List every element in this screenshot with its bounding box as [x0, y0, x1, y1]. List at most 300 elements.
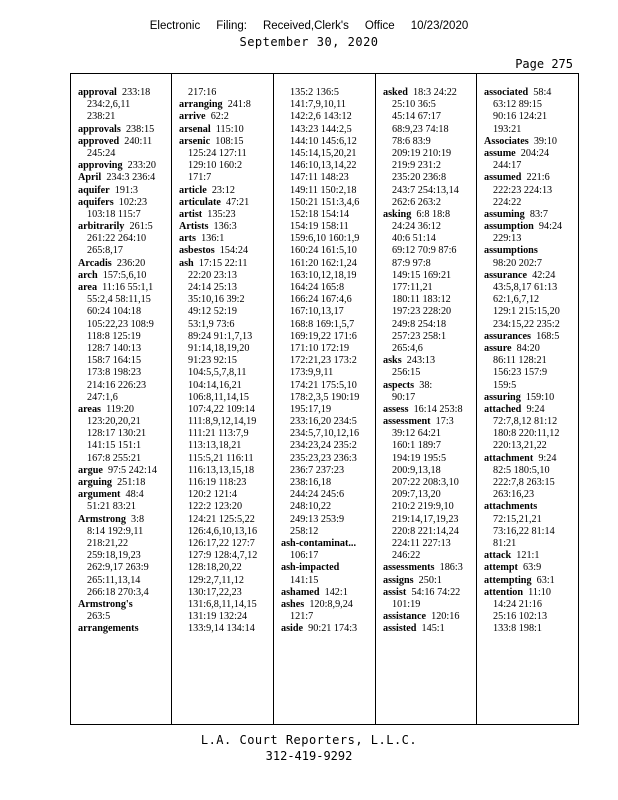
index-continuation [179, 599, 273, 611]
index-continuation [484, 282, 578, 294]
index-continuation [383, 489, 476, 501]
index-term: arsenic [179, 135, 211, 147]
index-continuation [281, 172, 375, 184]
index-continuation [179, 270, 273, 282]
index-term: attention [484, 586, 524, 598]
index-references: 219:14,17,19,23 [392, 513, 459, 525]
index-entry [484, 331, 578, 343]
index-continuation [179, 501, 273, 513]
index-term: attempt [484, 562, 518, 574]
index-term: assessments [383, 562, 435, 574]
index-references: 234:15,22 235:2 [493, 318, 560, 330]
index-continuation [383, 245, 476, 257]
index-references: 159:5 [493, 379, 517, 391]
index-continuation [179, 172, 273, 184]
index-entry [484, 392, 578, 404]
index-references: 186:3 [439, 562, 463, 574]
index-references: 116:13,13,15,18 [188, 464, 255, 476]
index-term: approving [78, 160, 123, 172]
index-references: 164:24 165:8 [290, 282, 345, 293]
index-references: 18:3 24:22 [413, 87, 457, 98]
index-continuation [383, 599, 476, 611]
index-continuation [78, 587, 171, 599]
index-entry [383, 562, 476, 574]
filing-stamp-part: Received,Clerk's [262, 20, 349, 32]
index-references: 45:14 67:17 [392, 111, 441, 123]
index-references: 87:9 97:8 [392, 257, 431, 269]
index-term: assistance [383, 611, 427, 623]
index-references: 224:22 [493, 196, 522, 208]
index-continuation [383, 453, 476, 465]
index-references: 23:12 [211, 184, 236, 196]
index-references: 97:5 242:14 [108, 464, 157, 476]
index-entry [484, 270, 578, 282]
index-references: 84:20 [516, 342, 540, 354]
index-continuation [179, 440, 273, 452]
index-references: 24:14 25:13 [188, 282, 237, 293]
index-references: 262:6 263:2 [392, 196, 441, 208]
index-continuation [179, 160, 273, 172]
index-continuation [281, 209, 375, 221]
index-references: 72:7,8,12 81:12 [493, 416, 558, 428]
index-references: 121:7 [290, 611, 314, 623]
index-references: 257:23 258:1 [392, 330, 447, 342]
index-references: 251:18 [117, 477, 146, 488]
index-continuation [179, 331, 273, 343]
index-references: 73:16,22 81:14 [493, 525, 555, 537]
index-references: 243:7 254:13,14 [392, 184, 459, 196]
index-term: aside [281, 623, 304, 635]
index-references: 25:10 36:5 [392, 99, 436, 111]
index-references: 217:16 [188, 87, 217, 98]
index-references: 11:16 55:1,1 [102, 282, 154, 293]
index-continuation [484, 306, 578, 318]
index-references: 119:20 [106, 403, 135, 415]
index-references: 147:11 148:23 [290, 172, 349, 184]
index-continuation [383, 428, 476, 440]
index-references: 49:12 52:19 [188, 306, 237, 318]
index-continuation [281, 221, 375, 233]
index-references: 60:24 104:18 [87, 306, 142, 318]
index-references: 120:8,9,24 [309, 598, 353, 610]
index-term: ashamed [281, 586, 320, 598]
index-references: 63:12 89:15 [493, 99, 542, 111]
index-references: 180:11 183:12 [392, 294, 451, 306]
index-continuation [484, 440, 578, 452]
index-continuation [78, 440, 171, 452]
index-entry [179, 233, 273, 245]
index-references: 81:21 [493, 537, 517, 549]
index-term: aquifers [78, 196, 114, 208]
index-references: 243:13 [406, 355, 436, 367]
index-references: 90:21 174:3 [308, 623, 358, 635]
index-references: 248:10,22 [290, 501, 332, 513]
index-continuation [383, 514, 476, 526]
index-references: 173:8 198:23 [87, 367, 142, 379]
index-term: assessment [383, 416, 431, 428]
index-term: argue [78, 464, 103, 476]
index-continuation [383, 526, 476, 538]
index-continuation [281, 501, 375, 513]
index-references: 62:1,6,7,12 [493, 294, 540, 306]
index-entry [78, 87, 171, 99]
filing-stamp-part: Filing: [216, 20, 247, 32]
index-term: ashes [281, 598, 305, 610]
index-references: 128:17 130:21 [87, 428, 147, 440]
index-references: 111:21 113:7,9 [188, 428, 249, 440]
index-references: 53:1,9 73:6 [188, 318, 235, 330]
index-continuation [179, 282, 273, 294]
index-references: 219:9 231:2 [392, 160, 441, 172]
index-continuation [281, 294, 375, 306]
index-continuation [281, 258, 375, 270]
index-continuation [281, 392, 375, 404]
index-term: argument [78, 489, 121, 501]
index-references: 247:1,6 [87, 391, 118, 403]
index-entry [383, 404, 476, 416]
index-continuation [179, 575, 273, 587]
index-references: 63:9 [523, 562, 542, 574]
index-references: 129:1 215:15,20 [493, 306, 560, 318]
index-entry [484, 136, 578, 148]
index-entry [484, 575, 578, 587]
index-term: area [78, 282, 98, 293]
index-continuation [78, 526, 171, 538]
index-references: 173:9,9,11 [290, 367, 334, 379]
index-references: 244:24 245:6 [290, 489, 345, 501]
index-continuation [383, 270, 476, 282]
index-continuation [78, 416, 171, 428]
index-references: 236:7 237:23 [290, 464, 345, 476]
index-entry [78, 477, 171, 489]
index-references: 127:9 128:4,7,12 [188, 550, 258, 562]
index-entry [78, 160, 171, 172]
index-term: assuring [484, 391, 521, 403]
index-continuation [484, 489, 578, 501]
index-continuation [281, 440, 375, 452]
index-term: Artists [179, 221, 209, 233]
index-continuation [179, 428, 273, 440]
index-references: 259:18,19,23 [87, 550, 141, 562]
index-term: arts [179, 233, 196, 245]
index-references: 167:8 255:21 [87, 452, 142, 464]
index-entry [179, 245, 273, 257]
page-number: Page 275 [515, 57, 573, 71]
index-references: 9:24 [526, 403, 545, 415]
index-references: 238:21 [87, 111, 116, 123]
index-references: 62:2 [210, 111, 229, 123]
index-term: Armstrong [78, 513, 126, 525]
index-continuation [383, 392, 476, 404]
index-continuation [78, 331, 171, 343]
index-continuation [484, 294, 578, 306]
index-term: approvals [78, 123, 121, 135]
index-references: 98:20 202:7 [493, 257, 542, 269]
index-continuation [383, 319, 476, 331]
index-references: 250:1 [418, 574, 442, 586]
index-references: 106:8,11,14,15 [188, 391, 250, 403]
index-entry [179, 124, 273, 136]
index-entry [484, 172, 578, 184]
index-references: 104:14,16,21 [188, 379, 242, 391]
index-continuation [281, 270, 375, 282]
index-entry [78, 465, 171, 477]
index-term: assure [484, 342, 512, 354]
index-continuation [484, 611, 578, 623]
index-references: 78:6 83:9 [392, 135, 431, 147]
index-references: 236:20 [116, 257, 146, 269]
index-references: 240:11 [124, 135, 153, 147]
index-entry [179, 221, 273, 233]
index-references: 261:22 264:10 [87, 233, 147, 245]
index-references: 246:22 [392, 550, 421, 562]
index-entry [281, 538, 375, 550]
index-continuation [78, 562, 171, 574]
index-continuation [78, 148, 171, 160]
index-references: 160:1 189:7 [392, 440, 441, 452]
index-references: 131:19 132:24 [188, 611, 248, 623]
index-references: 111:8,9,12,14,19 [188, 416, 257, 428]
index-entry [179, 99, 273, 111]
index-references: 160:24 161:5,10 [290, 245, 357, 257]
index-continuation [281, 87, 375, 99]
index-continuation [484, 416, 578, 428]
index-continuation [179, 148, 273, 160]
index-references: 218:21,22 [87, 537, 129, 549]
index-continuation [179, 489, 273, 501]
index-continuation [281, 489, 375, 501]
index-references: 150:21 151:3,4,6 [290, 196, 360, 208]
index-references: 161:20 162:1,24 [290, 257, 357, 269]
index-references: 142:2,6 143:12 [290, 111, 352, 123]
index-references: 108:15 [215, 135, 244, 147]
index-term: articulate [179, 196, 221, 208]
index-references: 40:6 51:14 [392, 233, 436, 245]
index-entry [179, 111, 273, 123]
index-continuation [281, 453, 375, 465]
index-continuation [78, 294, 171, 306]
index-column [71, 74, 172, 724]
index-references: 25:16 102:13 [493, 611, 548, 623]
index-references: 235:20 236:8 [392, 172, 447, 184]
index-entry [484, 562, 578, 574]
index-references: 126:17,22 127:7 [188, 537, 255, 549]
index-references: 113:13,18,21 [188, 440, 242, 452]
index-references: 120:16 [431, 611, 460, 623]
filing-stamp-part: Office [364, 20, 395, 32]
index-continuation [383, 367, 476, 379]
index-continuation [281, 477, 375, 489]
index-continuation [281, 185, 375, 197]
index-entry [78, 270, 171, 282]
index-continuation [78, 501, 171, 513]
index-references: 154:24 [219, 245, 249, 257]
index-references: 222:23 224:13 [493, 184, 553, 196]
index-references: 91:23 92:15 [188, 355, 237, 367]
index-references: 124:21 125:5,22 [188, 513, 255, 525]
index-references: 235:23,23 236:3 [290, 452, 357, 464]
index-references: 118:8 125:19 [87, 330, 141, 342]
index-continuation [484, 623, 578, 635]
index-continuation [383, 185, 476, 197]
index-references: 168:5 [536, 330, 560, 342]
index-continuation [281, 416, 375, 428]
index-references: 234:2,6,11 [87, 99, 131, 111]
index-references: 11:10 [528, 586, 551, 598]
index-references: 130:17,22,23 [188, 586, 242, 598]
index-continuation [281, 282, 375, 294]
index-references: 122:2 123:20 [188, 501, 243, 513]
index-references: 39:12 64:21 [392, 428, 441, 440]
index-entry [484, 453, 578, 465]
index-term: attached [484, 403, 522, 415]
index-continuation [484, 233, 578, 245]
index-continuation [179, 514, 273, 526]
index-entry [179, 185, 273, 197]
index-term: arguing [78, 477, 112, 488]
index-references: 17:3 [435, 416, 454, 428]
index-term: assumed [484, 172, 522, 184]
index-references: 131:6,8,11,14,15 [188, 598, 257, 610]
index-continuation [179, 87, 273, 99]
index-continuation [179, 562, 273, 574]
index-continuation [484, 367, 578, 379]
index-entry [383, 209, 476, 221]
index-continuation [281, 514, 375, 526]
index-entry [484, 245, 578, 257]
index-term: areas [78, 403, 102, 415]
index-references: 249:8 254:18 [392, 318, 447, 330]
index-references: 143:23 144:2,5 [290, 123, 352, 135]
index-continuation [383, 233, 476, 245]
index-term: aquifer [78, 184, 110, 196]
index-entry [78, 489, 171, 501]
index-continuation [281, 367, 375, 379]
index-references: 55:2,4 58:11,15 [87, 294, 151, 306]
index-continuation [281, 197, 375, 209]
index-references: 128:7 140:13 [87, 342, 142, 354]
index-references: 178:2,3,5 190:19 [290, 391, 360, 403]
index-references: 14:24 21:16 [493, 598, 542, 610]
index-references: 262:9,17 263:9 [87, 562, 149, 574]
index-continuation [179, 319, 273, 331]
index-references: 245:24 [87, 147, 116, 159]
index-references: 115:10 [215, 123, 244, 135]
index-continuation [484, 526, 578, 538]
index-continuation [281, 355, 375, 367]
index-continuation [78, 306, 171, 318]
index-references: 174:21 175:5,10 [290, 379, 357, 391]
index-references: 234:3 236:4 [106, 172, 156, 184]
index-entry [484, 209, 578, 221]
index-entry [78, 124, 171, 136]
index-continuation [484, 99, 578, 111]
index-continuation [484, 258, 578, 270]
index-continuation [281, 428, 375, 440]
index-references: 47:21 [225, 196, 250, 208]
index-references: 3:8 [131, 513, 145, 525]
index-entry [383, 416, 476, 428]
index-references: 214:16 226:23 [87, 379, 147, 391]
index-entry [281, 599, 375, 611]
index-entry [484, 221, 578, 233]
index-references: 229:13 [493, 233, 522, 245]
index-continuation [78, 538, 171, 550]
index-continuation [179, 404, 273, 416]
index-references: 193:21 [493, 123, 522, 135]
index-references: 149:15 169:21 [392, 269, 452, 281]
index-continuation [383, 136, 476, 148]
index-continuation [484, 197, 578, 209]
index-term: asking [383, 208, 412, 220]
index-term: assume [484, 147, 516, 159]
index-continuation [179, 355, 273, 367]
index-references: 42:24 [532, 269, 556, 281]
index-continuation [281, 319, 375, 331]
index-continuation [281, 575, 375, 587]
index-entry [484, 404, 578, 416]
index-continuation [179, 611, 273, 623]
index-references: 233:20 [127, 160, 156, 172]
index-continuation [281, 160, 375, 172]
index-references: 135:2 136:5 [290, 87, 339, 98]
index-references: 16:14 253:8 [413, 403, 463, 415]
index-continuation [78, 453, 171, 465]
index-continuation [383, 477, 476, 489]
footer-phone: 312-419-9292 [265, 749, 353, 763]
index-references: 167:10,13,17 [290, 306, 344, 318]
index-references: 141:7,9,10,11 [290, 99, 346, 111]
index-continuation [484, 355, 578, 367]
index-term: attachment [484, 452, 534, 464]
index-continuation [78, 611, 171, 623]
index-continuation [78, 111, 171, 123]
index-continuation [179, 477, 273, 489]
index-term: Armstrong's [78, 598, 133, 610]
index-continuation [281, 380, 375, 392]
index-references: 116:19 118:23 [188, 477, 247, 488]
index-references: 121:1 [516, 550, 540, 562]
index-references: 145:1 [421, 623, 445, 635]
index-references: 265:8,17 [87, 245, 123, 257]
index-continuation [179, 550, 273, 562]
index-references: 9:24 [538, 452, 557, 464]
index-continuation [383, 550, 476, 562]
index-continuation [281, 550, 375, 562]
index-term: asbestos [179, 245, 215, 257]
index-continuation [383, 99, 476, 111]
index-continuation [281, 245, 375, 257]
index-continuation [78, 428, 171, 440]
index-continuation [484, 477, 578, 489]
index-references: 123:20,20,21 [87, 416, 141, 428]
index-continuation [78, 367, 171, 379]
index-continuation [78, 245, 171, 257]
index-references: 145:14,15,20,21 [290, 147, 357, 159]
index-references: 238:16,18 [290, 477, 332, 488]
index-continuation [281, 136, 375, 148]
index-references: 63:1 [536, 574, 555, 586]
index-term: Associates [484, 135, 529, 147]
index-references: 149:11 150:2,18 [290, 184, 357, 196]
index-continuation [484, 465, 578, 477]
index-references: 156:23 157:9 [493, 367, 548, 379]
index-entry [179, 136, 273, 148]
index-references: 200:9,13,18 [392, 464, 441, 476]
index-term: arrangements [78, 623, 139, 635]
index-continuation [281, 99, 375, 111]
index-references: 142:1 [324, 586, 348, 598]
